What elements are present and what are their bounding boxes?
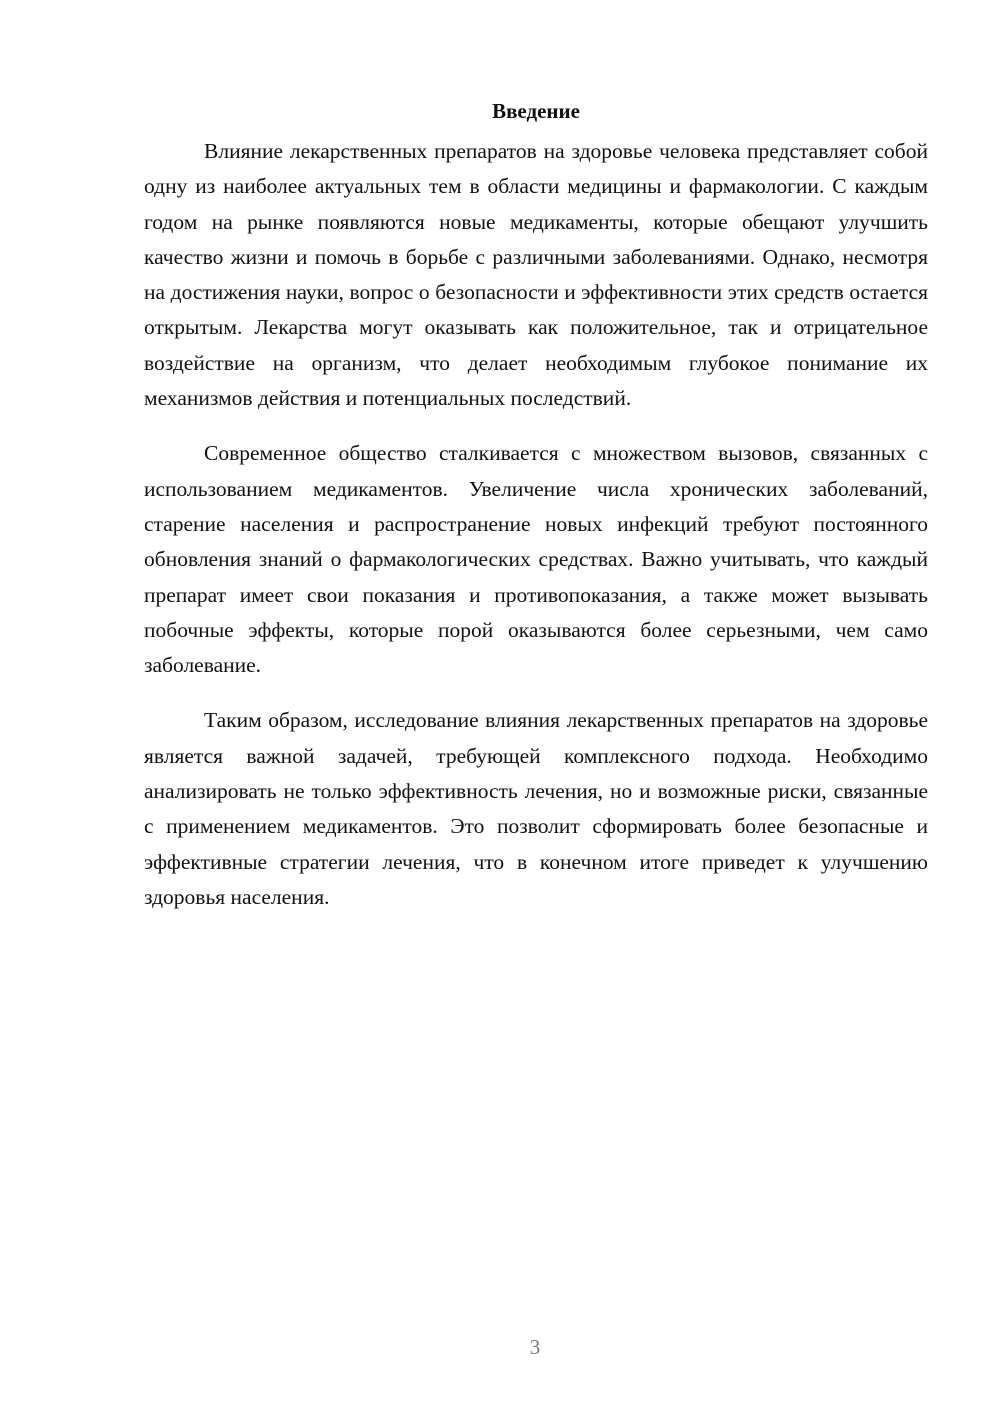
section-heading: Введение xyxy=(492,99,580,123)
paragraph-3: Таким образом, исследование влияния лекарственных препаратов на здоровье является важной задачей, требующей комплексного подхода. Необходимо анализировать не только эффективность лечения, но и возможные риски, связанные с применением медикаментов. Это позволит сформировать более безопасные и эффективные стратегии лечения, что в конечном итоге приведет к улучшению здоровья населения. xyxy=(144,708,928,909)
paragraph-1: Влияние лекарственных препаратов на здоровье человека представляет собой одну из наиболее актуальных тем в области медицины и фармакологии. С каждым годом на рынке появляются новые медикаменты, которые обещают улучшить качество жизни и помочь в борьбе с различными заболеваниями. Однако, несмотря на достижения науки, вопрос о безопасности и эффективности этих средств остается открытым. Лекарства могут оказывать как положительное, так и отрицательное воздействие на организм, что делает необходимым глубокое понимание их механизмов действия и потенциальных последствий. xyxy=(144,139,928,411)
paragraph-2: Современное общество сталкивается с множеством вызовов, связанных с использованием медикаментов. Увеличение числа хронических заболеваний, старение населения и распространение новых инфекций требуют постоянного обновления знаний о фармакологических средствах. Важно учитывать, что каждый препарат имеет свои показания и противопоказания, а также может вызывать побочные эффекты, которые порой оказываются более серьезными, чем само заболевание. xyxy=(144,441,928,678)
page-content xyxy=(144,96,928,935)
page-number: 3 xyxy=(529,1335,541,1359)
